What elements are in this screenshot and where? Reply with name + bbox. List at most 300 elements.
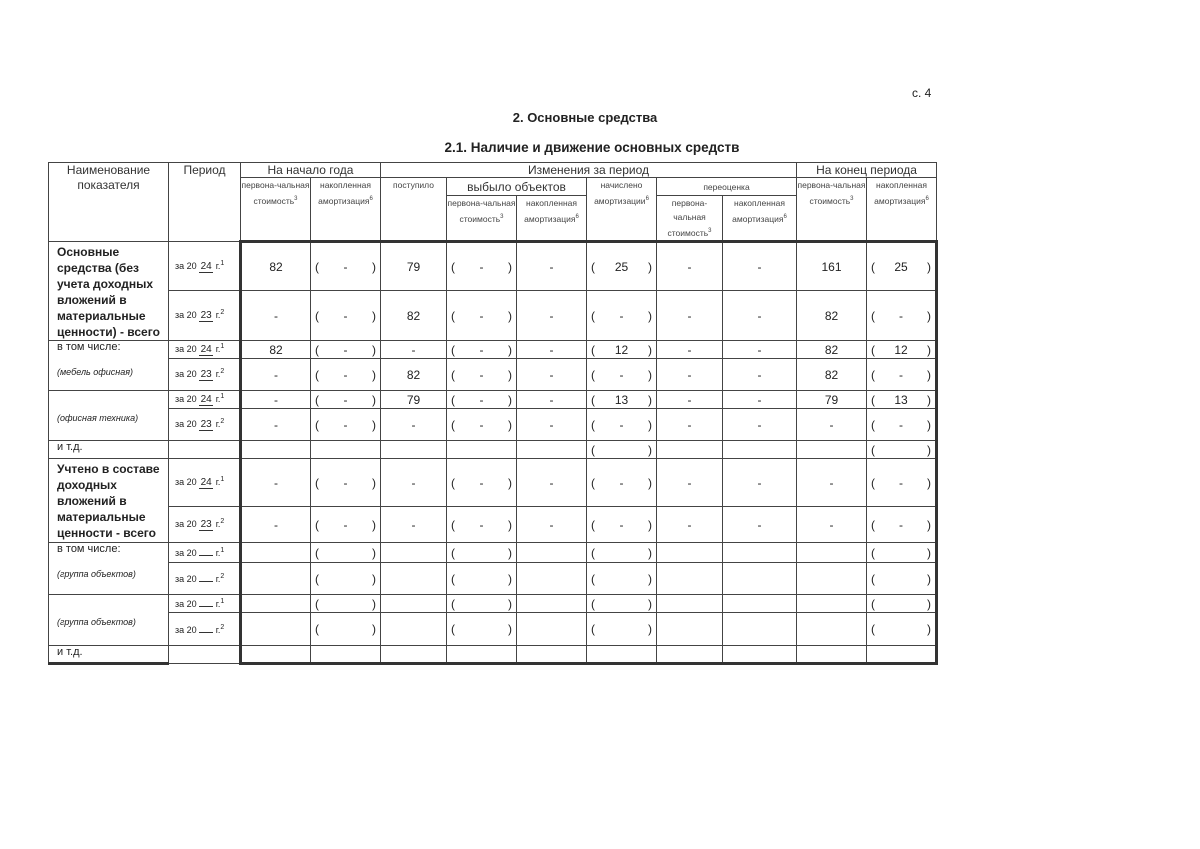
table-row: [49, 613, 937, 646]
parenthesized-value: [447, 309, 516, 323]
value-cell: [867, 507, 937, 543]
row-name-label: и т.д.: [57, 441, 83, 453]
open-paren: (: [591, 259, 595, 274]
value-cell: [867, 409, 937, 441]
close-paren: ): [508, 475, 512, 490]
table-row: [49, 646, 937, 664]
period-footnote: 2: [220, 309, 225, 316]
value-cell: [657, 441, 723, 459]
value-cell: [517, 646, 587, 664]
value-cell: [381, 543, 447, 563]
value: -: [619, 475, 624, 490]
parenthesized-value: [867, 476, 935, 490]
value: -: [757, 392, 762, 407]
parenthesized-value: [867, 622, 935, 636]
value: 82: [269, 342, 283, 357]
value: -: [899, 417, 903, 432]
close-paren: ): [372, 342, 376, 357]
period-cell: [169, 459, 241, 507]
parenthesized-value: [867, 368, 935, 382]
period-prefix: за 20: [175, 260, 197, 271]
period-footnote: 2: [220, 518, 225, 525]
value-cell: [311, 242, 381, 291]
parenthesized-value: [311, 476, 380, 490]
value-cell: [447, 507, 517, 543]
parenthesized-value: [587, 572, 656, 586]
period-suffix: г.: [215, 310, 221, 320]
value-cell: [517, 563, 587, 595]
value-cell: [867, 459, 937, 507]
close-paren: ): [372, 517, 376, 532]
value-cell: [241, 441, 311, 459]
value: -: [274, 417, 278, 432]
table-row: [49, 507, 937, 543]
header-changes: Изменения за период: [381, 163, 797, 178]
value: -: [829, 517, 834, 532]
period-year: [199, 606, 213, 607]
value: -: [619, 417, 624, 432]
value-cell: [517, 391, 587, 409]
value-cell: [797, 613, 867, 646]
open-paren: (: [871, 475, 875, 490]
value: -: [757, 259, 762, 274]
value-cell: [587, 543, 657, 563]
open-paren: (: [591, 596, 595, 611]
header-end-initial: первона-чальная стоимость$^3$: [797, 178, 867, 242]
period-cell: [169, 341, 241, 359]
value: -: [274, 475, 278, 490]
parenthesized-value: [867, 260, 935, 274]
value: -: [687, 475, 692, 490]
close-paren: ): [508, 517, 512, 532]
value-cell: [723, 543, 797, 563]
row-name-label: Учтено в составе доходных вложений в материальные ценности - всего: [57, 462, 160, 540]
parenthesized-value: [587, 260, 656, 274]
table-row: [49, 595, 937, 613]
parenthesized-value: [447, 476, 516, 490]
parenthesized-value: [867, 546, 935, 560]
value: 12: [614, 342, 629, 357]
close-paren: ): [508, 596, 512, 611]
value-cell: [723, 341, 797, 359]
parenthesized-value: [447, 368, 516, 382]
value-cell: [657, 563, 723, 595]
header-accrued: начислено амортизации$^6$: [587, 178, 657, 242]
parenthesized-value: [447, 518, 516, 532]
parenthesized-value: [587, 343, 656, 357]
close-paren: ): [508, 367, 512, 382]
value: 82: [824, 342, 839, 357]
value-cell: [381, 459, 447, 507]
close-paren: ): [648, 517, 652, 532]
value-cell: [241, 507, 311, 543]
value: -: [343, 392, 348, 407]
open-paren: (: [871, 342, 875, 357]
header-start-initial: первона-чальная стоимость$^3$: [241, 178, 311, 242]
row-name: [49, 341, 169, 391]
value-cell: [517, 507, 587, 543]
close-paren: ): [647, 392, 652, 407]
table-row: [49, 291, 937, 341]
open-paren: (: [591, 442, 595, 457]
header-end-amort: накопленная амортизация$^6$: [867, 178, 937, 242]
period-year: 24: [200, 260, 212, 272]
value-cell: [657, 543, 723, 563]
value-cell: [867, 359, 937, 391]
value-cell: [657, 595, 723, 613]
close-paren: ): [927, 442, 931, 457]
value-cell: [723, 441, 797, 459]
parenthesized-value: [587, 476, 656, 490]
value: -: [687, 342, 692, 357]
open-paren: (: [315, 545, 319, 560]
close-paren: ): [648, 417, 652, 432]
value: 82: [406, 367, 421, 382]
value-cell: [797, 459, 867, 507]
table-row: [49, 459, 937, 507]
parenthesized-value: [867, 597, 935, 611]
period-suffix: г.: [215, 624, 221, 635]
close-paren: ): [372, 571, 376, 586]
value-cell: [723, 391, 797, 409]
value-cell: [447, 459, 517, 507]
close-paren: ): [927, 596, 931, 611]
value: 82: [269, 259, 283, 274]
open-paren: (: [591, 342, 595, 357]
value-cell: [447, 441, 517, 459]
value-cell: [587, 391, 657, 409]
value: -: [549, 517, 554, 532]
row-name-sub: (офисная техника): [57, 413, 139, 423]
parenthesized-value: [587, 393, 656, 407]
value-cell: [587, 459, 657, 507]
value-cell: [867, 613, 937, 646]
period-suffix: г.: [215, 369, 221, 379]
period-prefix: за 20: [175, 310, 197, 320]
open-paren: (: [591, 475, 595, 490]
value-cell: [447, 391, 517, 409]
value: -: [479, 417, 484, 432]
open-paren: (: [451, 259, 455, 274]
open-paren: (: [591, 392, 595, 407]
value-cell: [517, 359, 587, 391]
value-cell: [241, 242, 311, 291]
period-cell: [169, 441, 241, 459]
close-paren: ): [508, 392, 512, 407]
parenthesized-value: [311, 260, 380, 274]
open-paren: (: [871, 571, 875, 586]
close-paren: ): [508, 417, 512, 432]
period-suffix: г.: [215, 419, 221, 429]
value: -: [829, 417, 834, 432]
value-cell: [517, 441, 587, 459]
open-paren: (: [591, 571, 595, 586]
value-cell: [587, 563, 657, 595]
period-cell: [169, 391, 241, 409]
period-prefix: за 20: [175, 394, 197, 404]
period-suffix: г.: [215, 394, 221, 404]
period-cell: [169, 359, 241, 391]
value-cell: [797, 646, 867, 664]
value-cell: [241, 459, 311, 507]
close-paren: ): [508, 622, 512, 636]
value: -: [899, 517, 903, 532]
value-cell: [657, 409, 723, 441]
value-cell: [797, 242, 867, 291]
open-paren: (: [591, 545, 595, 560]
header-disposed-amort: накопленная амортизация$^6$: [517, 196, 587, 242]
value: -: [899, 475, 903, 490]
parenthesized-value: [587, 546, 656, 560]
value-cell: [867, 242, 937, 291]
value: -: [343, 367, 348, 382]
value: -: [274, 308, 278, 323]
parenthesized-value: [867, 518, 935, 532]
value: -: [829, 475, 834, 490]
value-cell: [723, 459, 797, 507]
value-cell: [241, 409, 311, 441]
open-paren: (: [315, 417, 319, 432]
row-name-label: в том числе:: [57, 341, 121, 353]
row-name: [49, 391, 169, 441]
close-paren: ): [508, 308, 512, 323]
parenthesized-value: [311, 518, 380, 532]
header-reval-amort: накопленная амортизация$^6$: [723, 196, 797, 242]
value-cell: [311, 613, 381, 646]
row-name: [49, 646, 169, 664]
value-cell: [867, 441, 937, 459]
open-paren: (: [871, 622, 875, 636]
period-year: [199, 581, 213, 582]
value-cell: [587, 613, 657, 646]
header-disposed-initial: первона-чальная стоимость$^3$: [447, 196, 517, 242]
value-cell: [517, 613, 587, 646]
close-paren: ): [927, 475, 931, 490]
value-cell: [657, 646, 723, 664]
value: 79: [406, 392, 421, 407]
open-paren: (: [315, 342, 319, 357]
close-paren: ): [648, 571, 652, 586]
period-prefix: за 20: [175, 624, 197, 635]
value: -: [549, 308, 554, 323]
period-suffix: г.: [215, 260, 221, 271]
value: -: [687, 308, 692, 323]
period-cell: [169, 291, 241, 341]
value-cell: [447, 613, 517, 646]
open-paren: (: [451, 392, 455, 407]
period-footnote: 1: [220, 259, 225, 267]
period-cell: [169, 507, 241, 543]
period-suffix: г.: [215, 548, 221, 558]
table-row: [49, 543, 937, 563]
value-cell: [867, 543, 937, 563]
header-start: На начало года: [241, 163, 381, 178]
open-paren: (: [871, 417, 875, 432]
value-cell: [797, 391, 867, 409]
value-cell: [587, 595, 657, 613]
close-paren: ): [926, 392, 931, 407]
parenthesized-value: [311, 368, 380, 382]
parenthesized-value: [587, 443, 656, 457]
period-prefix: за 20: [175, 344, 197, 354]
value-cell: [311, 359, 381, 391]
value: -: [479, 475, 484, 490]
period-suffix: г.: [215, 599, 221, 609]
parenthesized-value: [447, 260, 516, 274]
period-footnote: 1: [220, 393, 225, 400]
value: -: [757, 417, 762, 432]
row-name-label: в том числе:: [57, 543, 121, 555]
period-footnote: 2: [220, 418, 225, 425]
close-paren: ): [508, 571, 512, 586]
value-cell: [311, 391, 381, 409]
value: -: [757, 475, 762, 490]
value: -: [274, 517, 278, 532]
parenthesized-value: [447, 418, 516, 432]
value-cell: [797, 441, 867, 459]
value-cell: [723, 291, 797, 341]
table-row: [49, 441, 937, 459]
row-name: [49, 595, 169, 646]
close-paren: ): [927, 308, 931, 323]
close-paren: ): [927, 622, 931, 636]
period-cell: [169, 409, 241, 441]
value-cell: [723, 242, 797, 291]
value-cell: [311, 341, 381, 359]
header-revaluation: переоценка: [657, 178, 797, 196]
row-name-sub: (группа объектов): [57, 617, 136, 627]
period-suffix: г.: [215, 344, 221, 354]
header-period: Период: [169, 163, 241, 242]
value-cell: [657, 507, 723, 543]
parenthesized-value: [867, 572, 935, 586]
close-paren: ): [648, 442, 652, 457]
open-paren: (: [451, 475, 455, 490]
open-paren: (: [451, 417, 455, 432]
open-paren: (: [315, 475, 319, 490]
value-cell: [797, 409, 867, 441]
period-cell: [169, 563, 241, 595]
close-paren: ): [927, 367, 931, 382]
parenthesized-value: [447, 546, 516, 560]
parenthesized-value: [311, 572, 380, 586]
open-paren: (: [871, 596, 875, 611]
close-paren: ): [927, 571, 931, 586]
close-paren: ): [926, 259, 931, 274]
row-name-sub: (мебель офисная): [57, 367, 134, 377]
value: -: [479, 259, 484, 274]
parenthesized-value: [447, 572, 516, 586]
value-cell: [381, 359, 447, 391]
period-year: 23: [200, 369, 212, 380]
value-cell: [657, 613, 723, 646]
close-paren: ): [647, 342, 652, 357]
fixed-assets-table: [48, 162, 938, 665]
value-cell: [241, 613, 311, 646]
value-cell: [381, 563, 447, 595]
close-paren: ): [508, 259, 512, 274]
value-cell: [867, 646, 937, 664]
value: 13: [894, 392, 908, 407]
close-paren: ): [372, 596, 376, 611]
value-cell: [517, 543, 587, 563]
value-cell: [517, 409, 587, 441]
value: 82: [406, 308, 421, 323]
value-cell: [587, 291, 657, 341]
parenthesized-value: [867, 443, 935, 457]
open-paren: (: [591, 308, 595, 323]
value-cell: [447, 409, 517, 441]
open-paren: (: [315, 392, 319, 407]
value-cell: [241, 563, 311, 595]
row-name-label: и т.д.: [57, 646, 83, 658]
period-footnote: 1: [220, 547, 225, 554]
value-cell: [517, 341, 587, 359]
period-year: 23: [200, 419, 212, 430]
open-paren: (: [315, 259, 319, 274]
value-cell: [381, 507, 447, 543]
value-cell: [657, 359, 723, 391]
value-cell: [517, 242, 587, 291]
value-cell: [311, 459, 381, 507]
table-row: [49, 341, 937, 359]
section-title: 2. Основные средства: [512, 110, 658, 125]
value: -: [479, 342, 484, 357]
table-row: [49, 563, 937, 595]
parenthesized-value: [587, 622, 656, 636]
value: -: [479, 367, 484, 382]
value: -: [549, 259, 554, 274]
open-paren: (: [451, 517, 455, 532]
value-cell: [447, 341, 517, 359]
value: -: [687, 392, 692, 407]
value-cell: [311, 563, 381, 595]
value: 13: [614, 392, 629, 407]
value: -: [687, 417, 692, 432]
period-prefix: за 20: [175, 548, 197, 558]
value-cell: [381, 595, 447, 613]
value: 12: [894, 342, 908, 357]
value-cell: [587, 441, 657, 459]
value-cell: [241, 595, 311, 613]
value: -: [899, 308, 903, 323]
value-cell: [241, 543, 311, 563]
value-cell: [517, 595, 587, 613]
value: -: [343, 342, 348, 357]
period-cell: [169, 543, 241, 563]
value: 161: [821, 259, 842, 274]
value-cell: [241, 646, 311, 664]
parenthesized-value: [447, 343, 516, 357]
period-cell: [169, 595, 241, 613]
value-cell: [723, 646, 797, 664]
parenthesized-value: [311, 622, 380, 636]
value-cell: [797, 507, 867, 543]
open-paren: (: [871, 517, 875, 532]
row-name-sub: (группа объектов): [57, 569, 136, 579]
open-paren: (: [871, 545, 875, 560]
period-prefix: за 20: [175, 369, 197, 379]
value-cell: [447, 646, 517, 664]
parenthesized-value: [447, 393, 516, 407]
value-cell: [587, 242, 657, 291]
close-paren: ): [648, 308, 652, 323]
parenthesized-value: [447, 597, 516, 611]
value-cell: [241, 359, 311, 391]
close-paren: ): [372, 622, 376, 636]
period-year: [199, 632, 213, 633]
value-cell: [311, 291, 381, 341]
